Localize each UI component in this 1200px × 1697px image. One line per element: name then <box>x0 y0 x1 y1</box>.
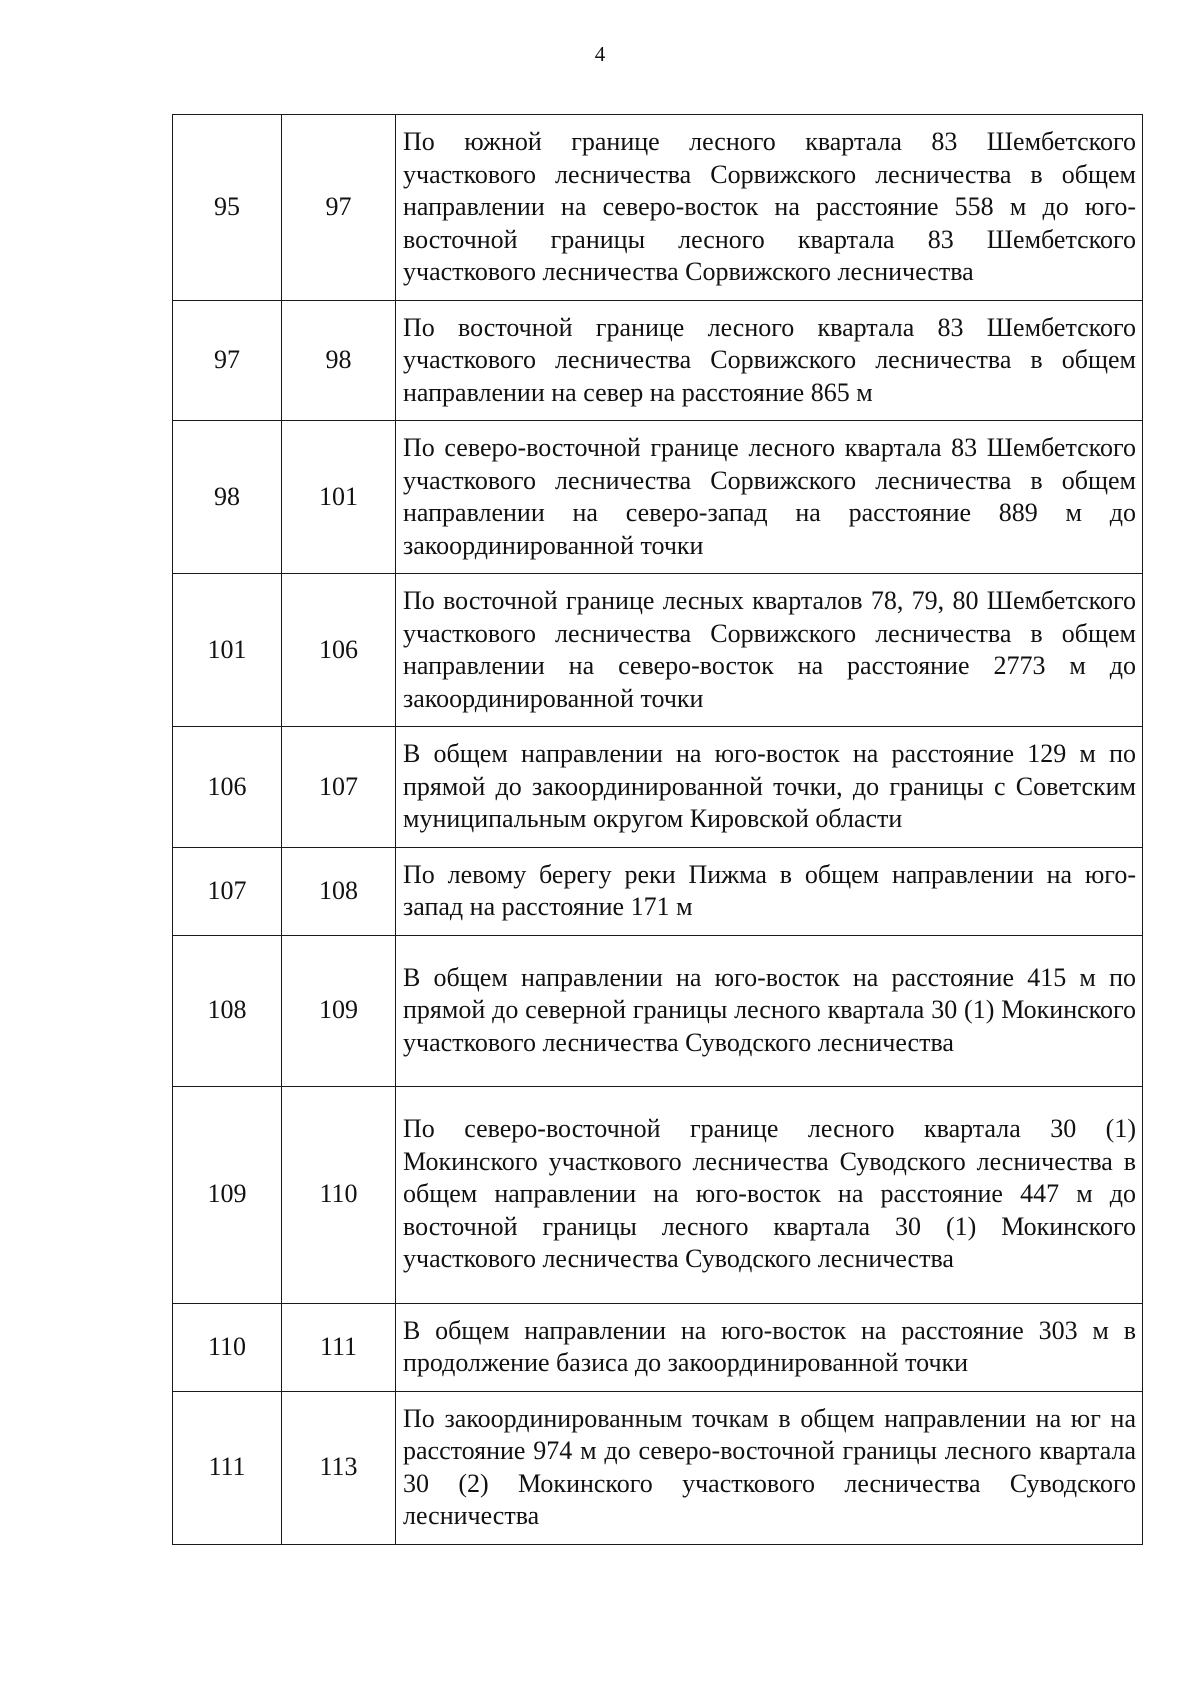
to-point: 113 <box>282 1391 396 1544</box>
table-row <box>173 300 1143 421</box>
table-row <box>173 1303 1143 1391</box>
page-number: 4 <box>594 42 606 66</box>
table-row <box>173 574 1143 727</box>
boundary-description: По южной границе лесного квартала 83 Шембетского участкового лесничества Сорвижского лесничества в общем направлении на северо-восток на расстояние 558 м до юго-восточной границы лесного квартала 83 Шембетского участкового лесничества Сорвижского лесничества <box>396 115 1143 301</box>
boundary-description: По закоординированным точкам в общем направлении на юг на расстояние 974 м до северо-восточной границы лесного квартала 30 (2) Мокинского участкового лесничества Суводского лесничества <box>396 1391 1143 1544</box>
from-point: 97 <box>173 300 282 421</box>
to-point: 108 <box>282 847 396 935</box>
table-row <box>173 727 1143 848</box>
to-point: 101 <box>282 421 396 574</box>
table-row <box>173 1086 1143 1303</box>
table-row <box>173 935 1143 1086</box>
to-point: 109 <box>282 935 396 1086</box>
to-point: 111 <box>282 1303 396 1391</box>
boundary-description: По северо-восточной границе лесного квартала 83 Шембетского участкового лесничества Сорвижского лесничества в общем направлении на северо-запад на расстояние 889 м до закоординированной точки <box>396 421 1143 574</box>
to-point: 110 <box>282 1086 396 1303</box>
boundary-description: По северо-восточной границе лесного квартала 30 (1) Мокинского участкового лесничества Суводского лесничества в общем направлении на юго-восток на расстояние 447 м до восточной границы лесного квартала 30 (1) Мокинского участкового лесничества Суводского лесничества <box>396 1086 1143 1303</box>
to-point: 98 <box>282 300 396 421</box>
from-point: 101 <box>173 574 282 727</box>
boundary-description: По восточной границе лесного квартала 83 Шембетского участкового лесничества Сорвижского лесничества в общем направлении на север на расстояние 865 м <box>396 300 1143 421</box>
from-point: 106 <box>173 727 282 848</box>
table-row <box>173 421 1143 574</box>
boundary-description: По левому берегу реки Пижма в общем направлении на юго-запад на расстояние 171 м <box>396 847 1143 935</box>
from-point: 108 <box>173 935 282 1086</box>
table-row <box>173 1391 1143 1544</box>
table-row <box>173 847 1143 935</box>
from-point: 111 <box>173 1391 282 1544</box>
from-point: 110 <box>173 1303 282 1391</box>
from-point: 107 <box>173 847 282 935</box>
boundary-description-table <box>172 114 1143 1545</box>
from-point: 98 <box>173 421 282 574</box>
from-point: 95 <box>173 115 282 301</box>
boundary-description: В общем направлении на юго-восток на расстояние 415 м по прямой до северной границы лесного квартала 30 (1) Мокинского участкового лесничества Суводского лесничества <box>396 935 1143 1086</box>
boundary-description: По восточной границе лесных кварталов 78, 79, 80 Шембетского участкового лесничества Сорвижского лесничества в общем направлении на северо-восток на расстояние 2773 м до закоординированной точки <box>396 574 1143 727</box>
from-point: 109 <box>173 1086 282 1303</box>
to-point: 107 <box>282 727 396 848</box>
boundary-description: В общем направлении на юго-восток на расстояние 303 м в продолжение базиса до закоординированной точки <box>396 1303 1143 1391</box>
to-point: 97 <box>282 115 396 301</box>
table-row <box>173 115 1143 301</box>
boundary-description: В общем направлении на юго-восток на расстояние 129 м по прямой до закоординированной точки, до границы с Советским муниципальным округом Кировской области <box>396 727 1143 848</box>
to-point: 106 <box>282 574 396 727</box>
